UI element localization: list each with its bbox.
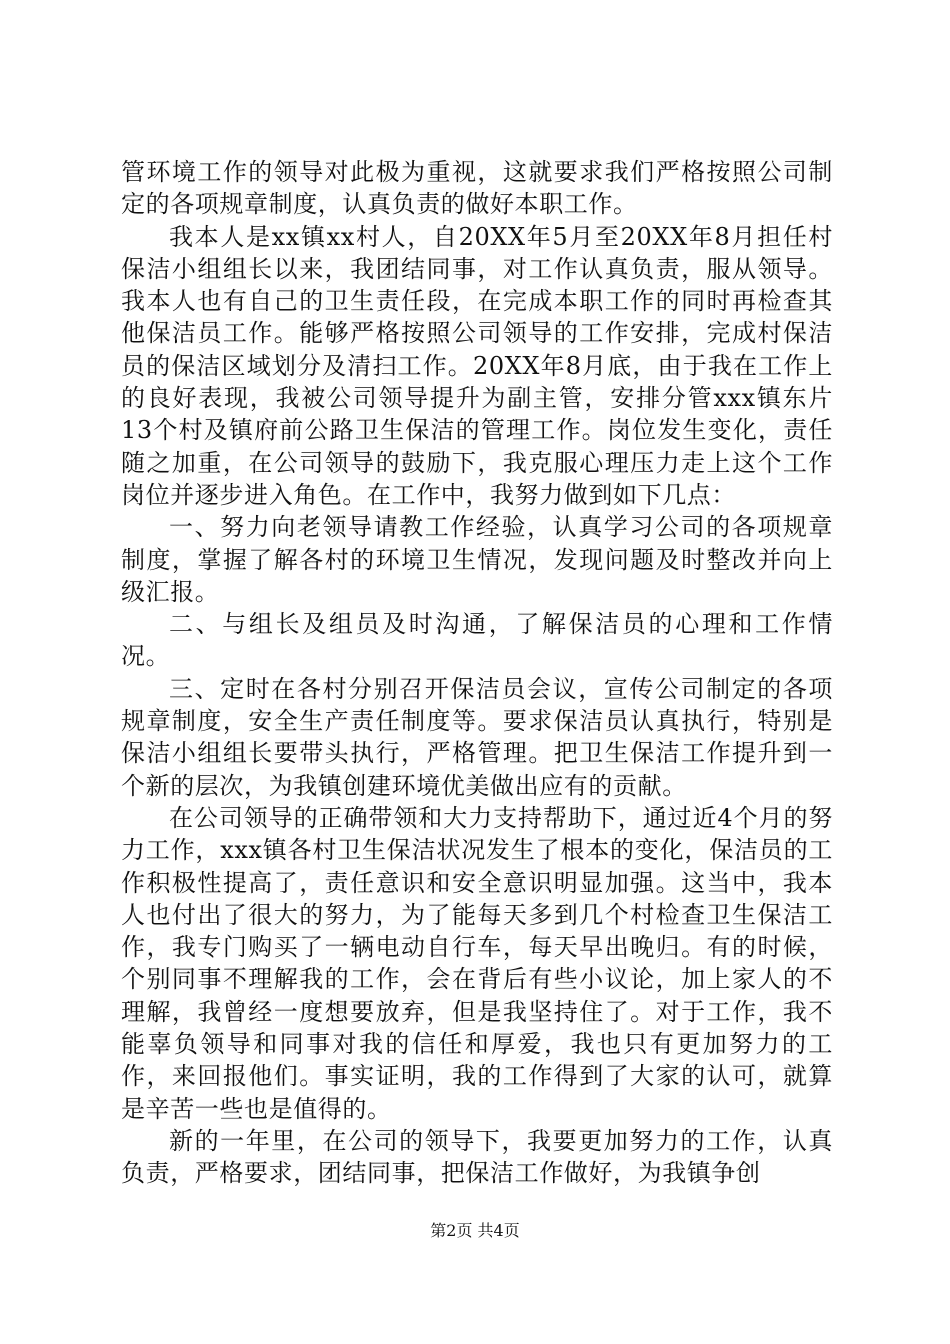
paragraph-point-two: 二、与组长及组员及时沟通，了解保洁员的心理和工作情况。 (121, 610, 833, 671)
paragraph-point-one: 一、努力向老领导请教工作经验，认真学习公司的各项规章制度，掌握了解各村的环境卫生情况，发现问题及时整改并向上级汇报。 (121, 513, 833, 606)
paragraph-point-three: 三、定时在各村分别召开保洁员会议，宣传公司制定的各项规章制度，安全生产责任制度等。要求保洁员认真执行，特别是保洁小组组长要带头执行，严格管理。把卫生保洁工作提升到一个新的层次，为我镇创建环境优美做出应有的贡献。 (121, 674, 833, 800)
paragraph-personal-intro: 我本人是xx镇xx村人，自20XX年5月至20XX年8月担任村保洁小组组长以来，我团结同事，对工作认真负责，服从领导。我本人也有自己的卫生责任段，在完成本职工作的同时再检查其他保洁员工作。能够严格按照公司领导的工作安排，完成村保洁员的保洁区域划分及清扫工作。20XX年8月底，由于我在工作上的良好表现，我被公司领导提升为副主管，安排分管xxx镇东片13个村及镇府前公路卫生保洁的管理工作。岗位发生变化，责任随之加重，在公司领导的鼓励下，我克服心理压力走上这个工作岗位并逐步进入角色。在工作中，我努力做到如下几点： (121, 222, 833, 509)
paragraph-results: 在公司领导的正确带领和大力支持帮助下，通过近4个月的努力工作，xxx镇各村卫生保洁状况发生了根本的变化，保洁员的工作积极性提高了，责任意识和安全意识明显加强。这当中，我本人也付出了很大的努力，为了能每天多到几个村检查卫生保洁工作，我专门购买了一辆电动自行车，每天早出晚归。有的时候，个别同事不理解我的工作，会在背后有些小议论，加上家人的不理解，我曾经一度想要放弃，但是我坚持住了。对于工作，我不能辜负领导和同事对我的信任和厚爱，我也只有更加努力的工作，来回报他们。事实证明，我的工作得到了大家的认可，就算是辛苦一些也是值得的。 (121, 803, 833, 1123)
paragraph-new-year: 新的一年里，在公司的领导下，我要更加努力的工作，认真负责，严格要求，团结同事，把保洁工作做好，为我镇争创 (121, 1126, 833, 1188)
document-body (121, 156, 833, 1190)
page-number-footer: 第2页 共4页 (430, 1221, 520, 1240)
paragraph-continued: 管环境工作的领导对此极为重视，这就要求我们严格按照公司制定的各项规章制度，认真负责的做好本职工作。 (121, 158, 833, 219)
